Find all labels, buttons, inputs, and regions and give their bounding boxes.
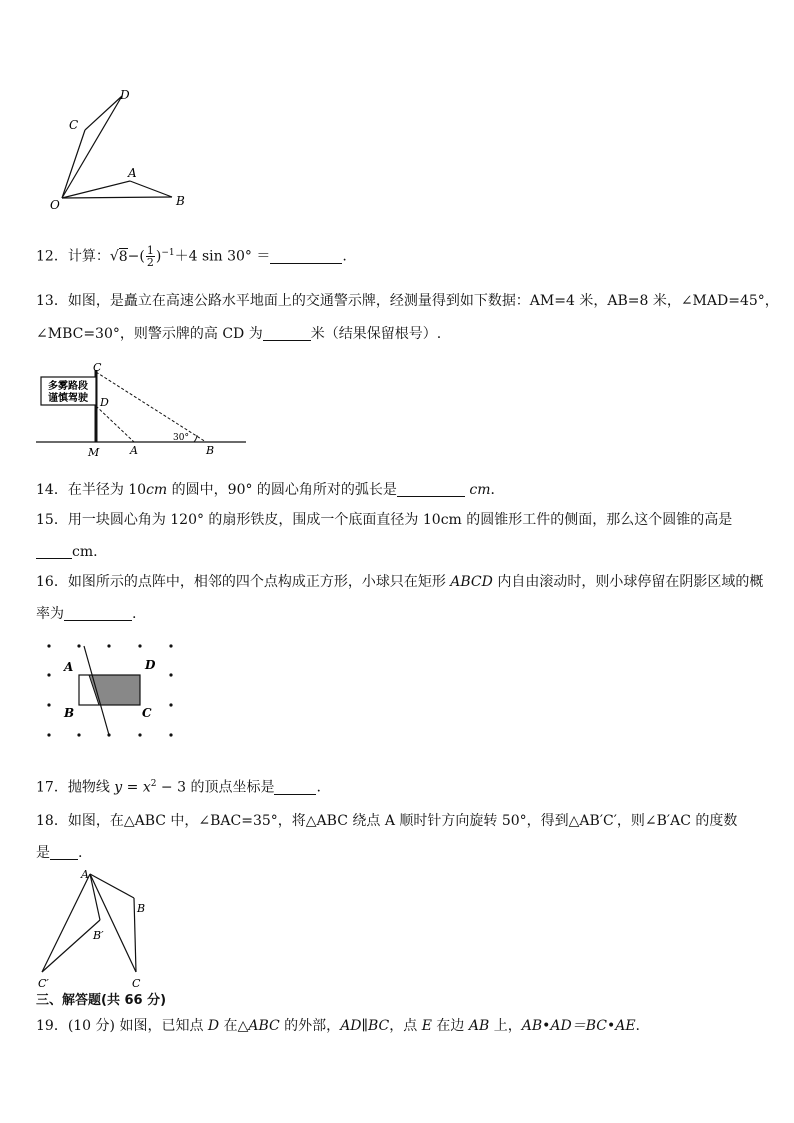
label-D: D: [120, 88, 130, 102]
question-12: [36, 244, 347, 268]
q14-text-a: 14．在半径为 10: [36, 482, 147, 498]
q14-text-b: 的圆中，90° 的圆心角所对的弧长是: [167, 482, 397, 498]
label-C: C: [142, 706, 152, 720]
sqrt-symbol: √: [109, 248, 119, 265]
figure-q13: [36, 360, 251, 460]
sqrt-arg: 8: [118, 248, 128, 265]
figure-q18: [34, 868, 164, 993]
label-D: D: [100, 396, 109, 409]
point-D: D: [207, 1018, 220, 1034]
answer-blank-15[interactable]: [36, 544, 72, 559]
q19-text-c: 的外部，: [279, 1018, 341, 1034]
q15-unit: cm.: [72, 544, 98, 560]
question-16-line-2: [36, 605, 136, 623]
answer-blank-13[interactable]: [263, 326, 311, 341]
section-heading: 三、解答题(共 66 分): [36, 993, 167, 1008]
question-18-line-1: 18．如图，在△ABC 中，∠BAC=35°，将△ABC 绕点 A 顺时针方向旋转 50°，得到△AB′C′，则∠B′AC 的度数: [36, 813, 738, 829]
paren-open: (: [139, 248, 145, 265]
point-E: E: [421, 1018, 432, 1034]
figure-q16: [40, 637, 185, 742]
question-16-line-1: [36, 573, 763, 591]
label-O: O: [50, 198, 60, 212]
q12-label: 12．计算：: [36, 248, 110, 265]
label-B: B: [176, 194, 185, 208]
q17-text-b: − 3 的顶点坐标是: [156, 779, 275, 796]
question-13-line-1: 13．如图，是矗立在高速公路水平地面上的交通警示牌，经测量得到如下数据：AM=4 米，AB=8 米，∠MAD=45°，: [36, 293, 779, 309]
label-B: B: [206, 444, 215, 457]
label-C: C: [93, 361, 102, 374]
answer-blank-18[interactable]: [50, 845, 78, 860]
q16-line2: 率为: [36, 606, 64, 622]
exponent: −1: [161, 248, 175, 258]
paren-close: ): [155, 248, 162, 265]
label-B: B: [64, 706, 75, 720]
q17-end: .: [316, 779, 321, 796]
parallel-relation: AD∥BC: [340, 1018, 390, 1034]
answer-blank-16[interactable]: [64, 606, 132, 621]
q19-text-b: 在△: [219, 1018, 249, 1034]
unit-cm: cm: [146, 482, 168, 498]
label-A: A: [128, 166, 137, 180]
q19-text-a: 19．(10 分) 如图，已知点: [36, 1018, 208, 1034]
answer-blank-12[interactable]: [270, 249, 342, 264]
answer-blank-14[interactable]: [397, 482, 465, 497]
q19-text-d: ，点: [389, 1018, 422, 1034]
label-C-prime: C′: [38, 977, 49, 990]
label-M: M: [88, 446, 100, 459]
q18-end: .: [78, 845, 83, 861]
triangle-ABC: ABC: [248, 1018, 280, 1034]
question-19: [36, 1017, 640, 1035]
q19-text-e: 在边: [431, 1018, 469, 1034]
q18-line2: 是: [36, 845, 50, 861]
sign-text-1: 多雾路段: [48, 381, 88, 392]
fraction-numerator: 1: [146, 244, 154, 258]
product-relation: AB•AD＝BC•AE: [521, 1018, 636, 1034]
question-15-line-2: [36, 543, 98, 561]
q16-text-a: 16．如图所示的点阵中，相邻的四个点构成正方形，小球只在矩形: [36, 574, 451, 590]
q14-end: ．: [490, 482, 505, 498]
var-x: x: [142, 779, 151, 796]
equals: =: [122, 779, 143, 796]
sign-text-2: 谨慎驾驶: [48, 393, 88, 404]
label-C: C: [69, 118, 79, 132]
exponent-2: 2: [150, 779, 157, 789]
unit-cm-2: cm: [469, 482, 491, 498]
q16-end: .: [132, 606, 137, 622]
question-18-line-2: [36, 844, 82, 862]
question-15-line-1: 15．用一块圆心角为 120° 的扇形铁皮，围成一个底面直径为 10cm 的圆锥形工件的侧面，那么这个圆锥的高是: [36, 512, 733, 528]
minus-sign: −: [127, 248, 140, 265]
side-AB: AB: [468, 1018, 490, 1034]
q12-end: .: [342, 248, 347, 265]
label-B: B: [137, 902, 146, 915]
q13-text-a: ∠MBC=30°，则警示牌的高 CD 为: [36, 326, 263, 342]
question-14: [36, 481, 505, 499]
label-D: D: [145, 658, 156, 672]
rect-name: ABCD: [450, 574, 493, 590]
question-17: [36, 775, 321, 797]
angle-label: 30°: [173, 433, 189, 443]
figure-q11: [40, 85, 200, 215]
q13-text-b: 米（结果保留根号）.: [310, 326, 442, 342]
label-A: A: [130, 444, 138, 457]
question-13-line-2: [36, 325, 441, 343]
label-A: A: [81, 868, 89, 881]
label-A: A: [64, 660, 74, 674]
q16-text-b: 内自由滚动时，则小球停留在阴影区域的概: [492, 574, 764, 590]
label-C: C: [132, 977, 141, 990]
q19-text-f: 上，: [489, 1018, 522, 1034]
label-B-prime: B′: [93, 929, 104, 942]
fraction: [146, 245, 155, 268]
q19-end: .: [635, 1018, 640, 1034]
answer-blank-17[interactable]: [274, 780, 316, 795]
q12-rest: ＋4 sin 30° ＝: [174, 248, 271, 265]
var-y: y: [114, 779, 123, 796]
fraction-denominator: 2: [146, 256, 154, 270]
q17-text-a: 17．抛物线: [36, 779, 115, 796]
